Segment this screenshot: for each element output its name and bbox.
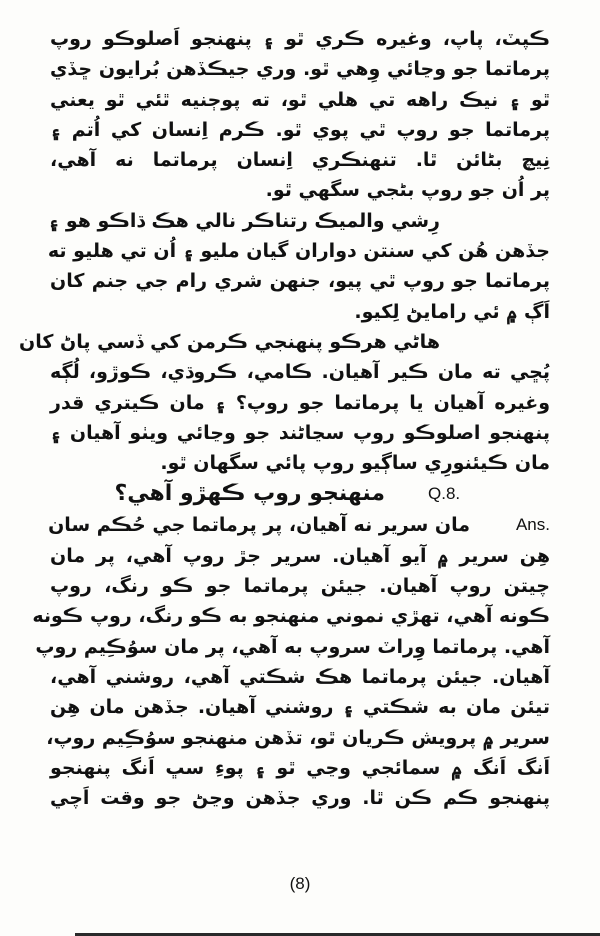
text-line: هِن سرير ۾ آيو آهيان. سرير جڙ روپ آهي، پر مان — [50, 544, 550, 567]
text-line: مان ڪيئنورِي ساڳيو روپ پائي سگهان ٿو. — [160, 452, 550, 475]
text-line: ڪونه آهي، تهڙي نموني منهنجو به ڪو رنگ، روپ ڪونه — [32, 605, 550, 628]
page-number: (8) — [289, 874, 311, 893]
text-line: نِيچ بڻائن ٿا. تنهنڪري اِنسان پرماتما نه آهي، — [50, 149, 550, 172]
question-text: منهنجو روپ ڪهڙو آهي؟ — [114, 481, 385, 507]
text-line: ٿو ۽ نيڪ راهه تي هلي ٿو، ته پوڄنيه ٿئي ٿو يعني — [50, 88, 550, 111]
paragraph-3 — [19, 327, 550, 478]
page-body — [19, 24, 550, 813]
text-line: پرماتما جو روپ ٿي پيو، جنهن شري رام جي جنم کان — [50, 270, 550, 293]
text-line: آهيان. جيئن پرماتما هڪ شڪتي آهي، روشني آهي، — [50, 665, 550, 688]
question-heading — [50, 478, 550, 510]
text-line: پنهنجو ڪم ڪن ٿا. وري جڏهن وڃڻ جو وقت اَچي — [50, 787, 550, 810]
paragraph-2 — [47, 206, 550, 327]
text-line: آهي. پرماتما وِراٽ سروپ به آهي، پر مان سوُڪِيم روپ — [35, 635, 550, 658]
text-line: پر اُن جو روپ بڻجي سگهي ٿو. — [265, 179, 550, 202]
text-line: هاڻي هرڪو پنهنجي ڪرمن کي ڏسي پاڻ کان — [19, 330, 440, 353]
text-line: تيئن مان به شڪتي ۽ روشني آهيان. جڏهن مان هِن — [50, 696, 550, 719]
text-line: پُڇي ته مان ڪير آهيان. ڪامي، ڪروڌي، ڪوڙو، لُڳه — [50, 361, 550, 384]
paragraph-1 — [50, 24, 550, 206]
text-line: رِشي والميڪ رتناڪر نالي هڪ ڌاڪو هو ۽ — [48, 209, 440, 232]
text-line: اَڳ ۾ ئي رامايڻ لِکيو. — [354, 300, 550, 323]
text-line: چيتن روپ آهيان. جيئن پرماتما جو ڪو رنگ، روپ — [50, 575, 550, 598]
text-line: مان سرير نه آهيان، پر پرماتما جي حُڪم سان — [48, 514, 470, 537]
text-line: سرير ۾ پرويش ڪريان ٿو، تڏهن منهنجو سوُڪِيم روپ، — [46, 726, 550, 749]
question-number: Q.8. — [428, 484, 461, 504]
text-line: پنهنجو اصلوڪو روپ سڃاڻند جو وڃائي ويٺو آهيان ۽ — [50, 421, 550, 444]
text-line: پرماتما جو وڃائي وِهي ٿو. وري جيڪڏهن بُرايون ڇڏي — [50, 58, 550, 81]
text-line: پرماتما جو روپ ٿي پوي ٿو. ڪرم اِنسان کي اُتم ۽ — [50, 118, 550, 141]
answer-block — [32, 510, 550, 813]
text-line: وغيره آهيان يا پرماتما جو روپ؟ ۽ مان ڪيتري قدر — [50, 391, 550, 414]
text-line: اَنگ اَنگ ۾ سمائجي وڃي ٿو ۽ پوءِ سڀ اَنگ پنهنجو — [50, 756, 550, 779]
text-line: جڏهن هُن کي سنتن دواران گيان مليو ۽ اُن تي هليو ته — [47, 240, 550, 263]
text-line: ڪپٽ، پاپ، وغيره ڪري ٿو ۽ پنهنجو اَصلوڪو روپ — [50, 28, 550, 50]
answer-label: Ans. — [515, 515, 550, 535]
